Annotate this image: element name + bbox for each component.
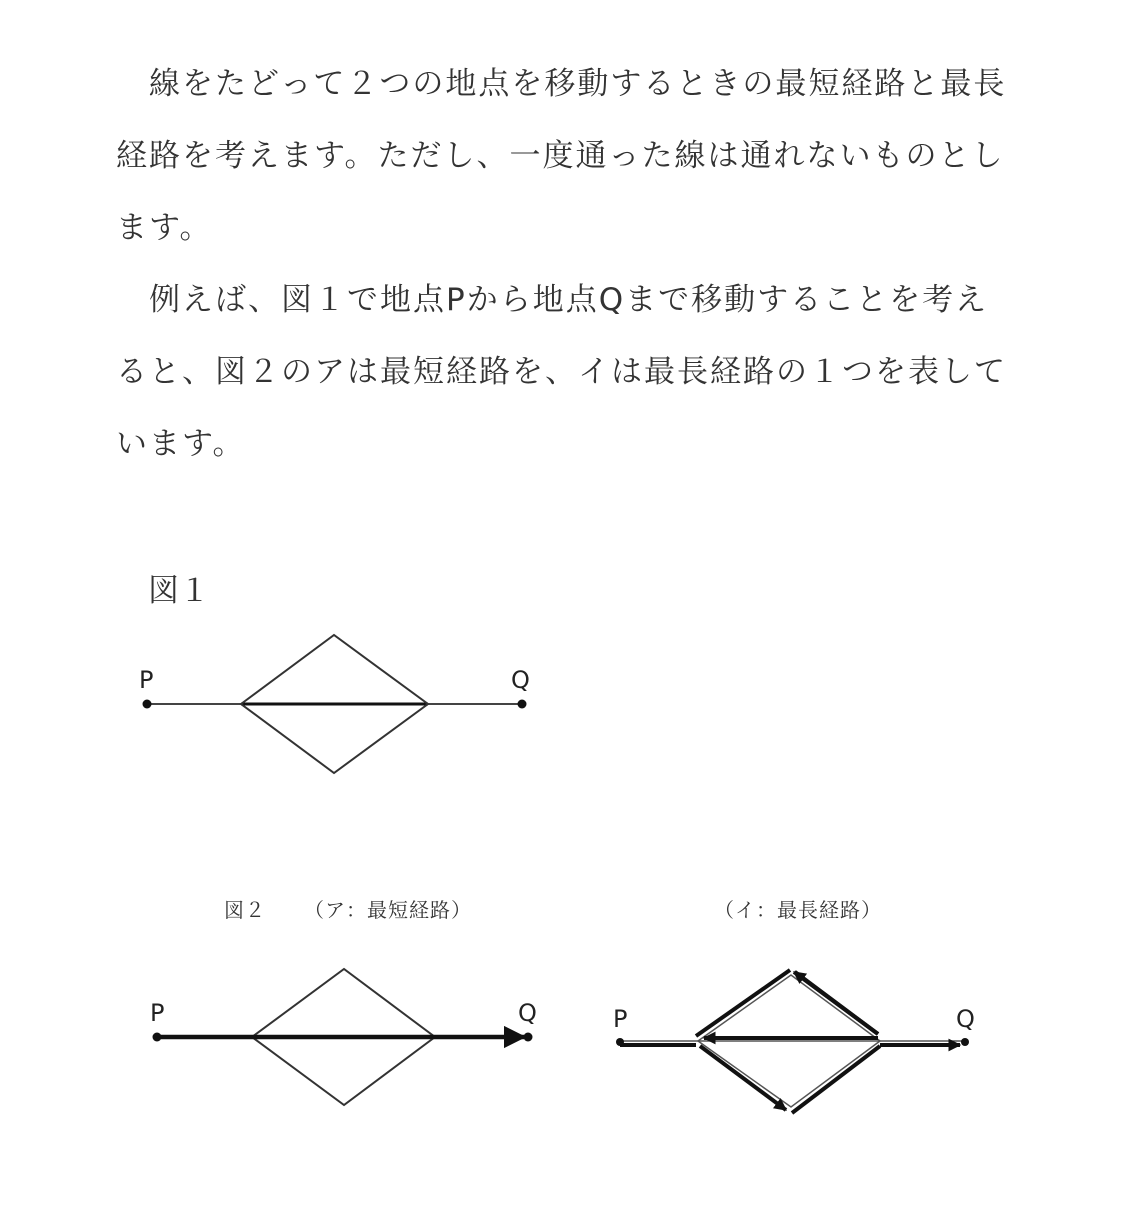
figure2-label: 図２ [224,898,266,922]
figure2-longest-diagram [613,970,975,1113]
point-q-dot [524,1033,533,1042]
point-p-dot [143,700,152,709]
point-q-dot [518,700,527,709]
figure1-label: 図１ [148,573,210,609]
point-q-label: Q [511,666,530,694]
point-p-label: P [150,999,165,1027]
point-p-dot [153,1033,162,1042]
point-q-label: Q [956,1005,975,1033]
figure2-caption-longest: （イ：最長経路） [714,898,882,922]
figure2-shortest-diagram [150,969,537,1105]
point-p-label: P [613,1005,628,1033]
problem-paragraph-2: 例えば、図１で地点Pから地点Qまで移動することを考えると、図２のアは最短経路を、イは最長経路の１つを表しています。 [116,282,1007,462]
point-p-label: P [139,666,154,694]
point-p-dot [616,1038,624,1046]
figure1-diagram [139,635,530,773]
point-q-label: Q [518,999,537,1027]
problem-paragraph-1: 線をたどって２つの地点を移動するときの最短経路と最長経路を考えます。ただし、一度通った線は通れないものとします。 [116,66,1007,246]
point-q-dot [961,1038,969,1046]
figure2-caption-shortest: （ア：最短経路） [304,898,472,922]
